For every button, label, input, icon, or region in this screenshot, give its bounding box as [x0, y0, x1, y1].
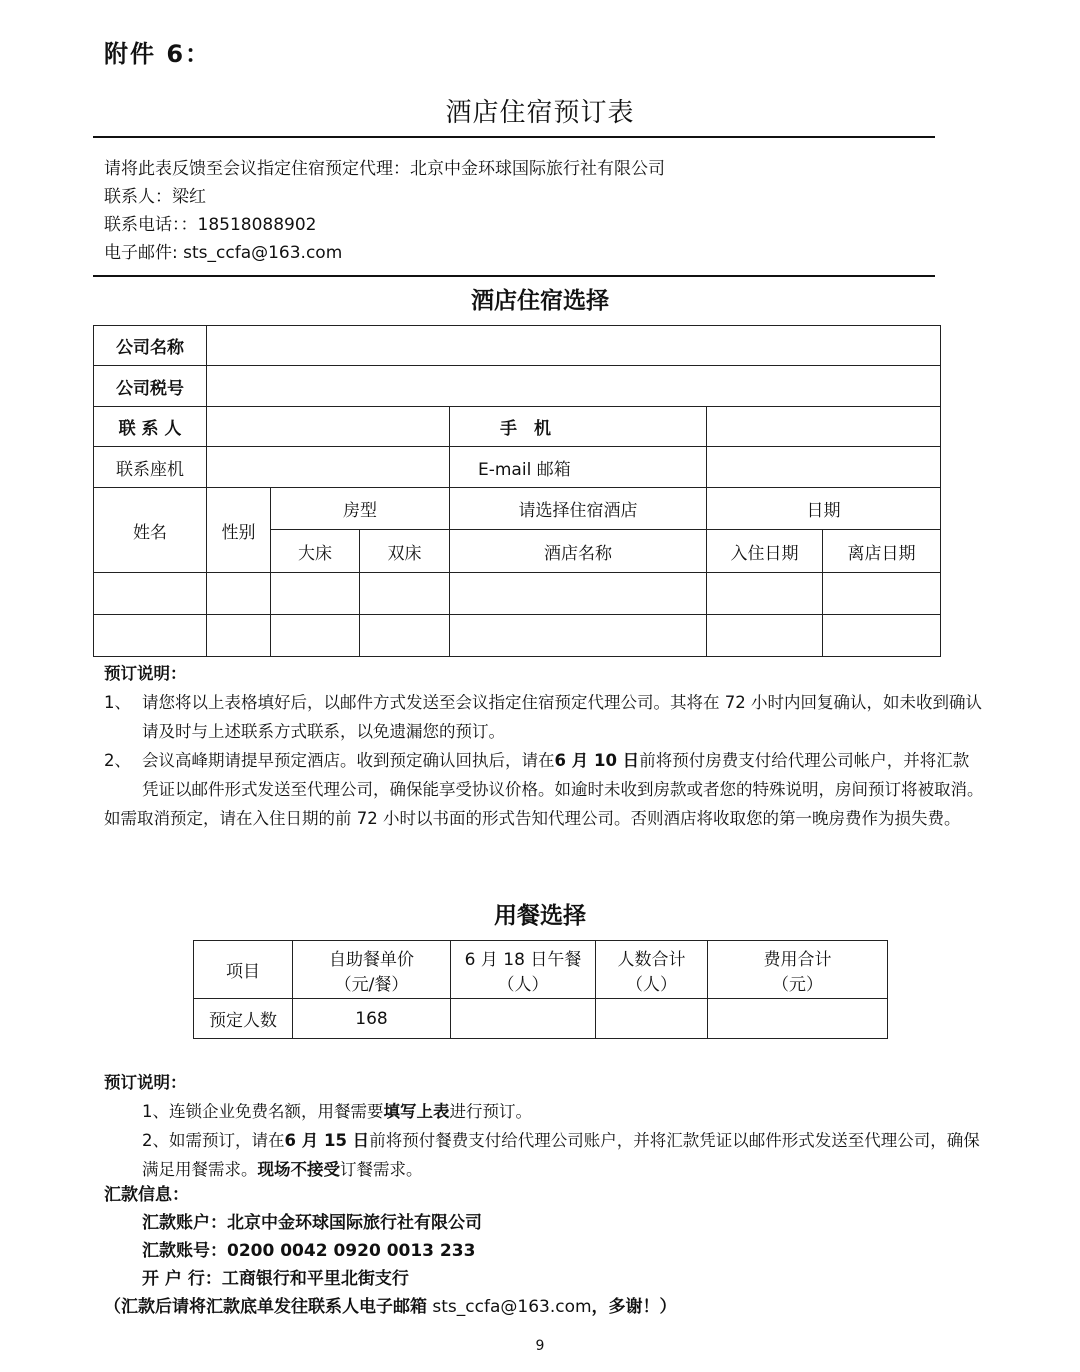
- remittance-info: [104, 1181, 677, 1321]
- lunch-header-unit: （人）: [497, 974, 549, 995]
- booking-notes-heading: 预订说明：: [104, 664, 187, 683]
- price-value: 168: [293, 999, 451, 1039]
- cell[interactable]: [360, 615, 450, 657]
- cell[interactable]: [207, 615, 271, 657]
- cancellation-note: 如需取消预定，请在入住日期的前 72 小时以书面的形式告知代理公司。否则酒店将收取您的第一晚房费作为损失费。: [104, 809, 961, 828]
- king-bed-header: 大床: [271, 530, 360, 573]
- bank-name: 开 户 行：工商银行和平里北街支行: [142, 1269, 409, 1289]
- page-title: 酒店住宿预订表: [445, 98, 635, 128]
- name-header: 姓名: [94, 488, 207, 573]
- hotel-booking-table: [93, 325, 941, 657]
- cell[interactable]: [94, 615, 207, 657]
- deadline: 6 月 10 日: [554, 751, 640, 770]
- info-divider: [93, 275, 935, 277]
- hotel-section-title: 酒店住宿选择: [471, 288, 609, 314]
- booking-note-1: [104, 688, 984, 746]
- reserved-count-label: 预定人数: [194, 999, 293, 1039]
- people-header-unit: （人）: [626, 974, 677, 995]
- cell[interactable]: [94, 573, 207, 615]
- contact-person: 联系人：梁红: [104, 187, 206, 207]
- meal-section-title: 用餐选择: [494, 903, 586, 929]
- note-number: 2、: [104, 751, 131, 770]
- date-header: 日期: [707, 488, 941, 530]
- note-number: 1、: [104, 693, 131, 712]
- cell[interactable]: [450, 573, 707, 615]
- people-header-line: 人数合计: [617, 949, 686, 970]
- agent-line: 请将此表反馈至会议指定住宿预定代理：北京中金环球国际旅行社有限公司: [104, 159, 665, 179]
- cell[interactable]: [450, 615, 707, 657]
- contact-email: 电子邮件: sts_ccfa@163.com: [104, 243, 343, 263]
- note-text: 进行预订。: [449, 1102, 532, 1121]
- price-header-line: 自助餐单价: [329, 949, 414, 970]
- cell[interactable]: [823, 573, 941, 615]
- emphasis: 填写上表: [383, 1102, 450, 1121]
- twin-bed-header: 双床: [360, 530, 450, 573]
- cell[interactable]: [707, 573, 823, 615]
- lunch-header-line: 6 月 18 日午餐: [464, 949, 582, 970]
- note-text: 前将预付餐费支付给代理公司账户，并将汇款凭证以邮件形式发送至代理公司，确保满足用餐需求。: [142, 1131, 980, 1179]
- room-type-header: 房型: [271, 488, 450, 530]
- footer-text: ，多谢！）: [591, 1297, 677, 1317]
- note-text: 前将预付房费支付给代理公司帐户，并将汇款凭证以邮件形式发送至代理公司，确保能享受协议价格。如逾时未收到房款或者您的特殊说明，房间预订将被取消。: [142, 751, 984, 799]
- contact-field[interactable]: [207, 407, 450, 447]
- mobile-field[interactable]: [707, 407, 941, 447]
- landline-label: 联系座机: [94, 447, 207, 488]
- hotel-name-header: 酒店名称: [450, 530, 707, 573]
- people-total-field[interactable]: [596, 999, 708, 1039]
- agent-info: [104, 155, 665, 267]
- tax-id-label: 公司税号: [94, 366, 207, 407]
- company-name-label: 公司名称: [94, 326, 207, 366]
- contact-phone: 联系电话：：18518088902: [104, 215, 317, 235]
- cell[interactable]: [207, 573, 271, 615]
- booking-note-2: [104, 746, 984, 804]
- lunch-header: [451, 941, 596, 999]
- meal-note-2: [104, 1126, 984, 1184]
- cost-header-unit: （元）: [772, 974, 823, 995]
- select-hotel-header: 请选择住宿酒店: [450, 488, 707, 530]
- price-header: [293, 941, 451, 999]
- email-field[interactable]: [707, 447, 941, 488]
- cell[interactable]: [271, 573, 360, 615]
- emphasis: 现场不接受: [257, 1160, 340, 1179]
- remittance-heading: 汇款信息：: [104, 1185, 189, 1205]
- title-divider: [93, 136, 935, 138]
- people-total-header: [596, 941, 708, 999]
- table-row: [94, 573, 941, 615]
- company-name-field[interactable]: [207, 326, 941, 366]
- contact-label: 联 系 人: [94, 407, 207, 447]
- table-row: [94, 615, 941, 657]
- cost-total-header: [708, 941, 888, 999]
- table-row: [194, 999, 888, 1039]
- cell[interactable]: [360, 573, 450, 615]
- note-text: 请您将以上表格填好后，以邮件方式发送至会议指定住宿预定代理公司。其将在 72 小时内回复确认，如未收到确认请及时与上述联系方式联系，以免遗漏您的预订。: [142, 693, 982, 741]
- remittance-footer: [104, 1293, 677, 1321]
- note-text: 会议高峰期请提早预定酒店。收到预定确认回执后，请在: [142, 751, 555, 770]
- booking-notes: [104, 659, 984, 833]
- page-number: 9: [535, 1338, 545, 1354]
- checkin-header: 入住日期: [707, 530, 823, 573]
- meal-notes-heading: 预订说明：: [104, 1073, 187, 1092]
- cost-header-line: 费用合计: [763, 949, 832, 970]
- account-name: 汇款账户：北京中金环球国际旅行社有限公司: [142, 1213, 482, 1233]
- item-header: 项目: [194, 941, 293, 999]
- checkout-header: 离店日期: [823, 530, 941, 573]
- footer-text: （汇款后请将汇款底单发往联系人电子邮箱: [104, 1297, 427, 1317]
- meal-booking-table: [193, 940, 888, 1039]
- cell[interactable]: [707, 615, 823, 657]
- price-header-unit: （元/餐）: [334, 974, 409, 995]
- account-number: 汇款账号：0200 0042 0920 0013 233: [142, 1241, 476, 1261]
- landline-field[interactable]: [207, 447, 450, 488]
- footer-email: sts_ccfa@163.com: [427, 1297, 592, 1317]
- email-label: E-mail 邮箱: [450, 447, 707, 488]
- lunch-count-field[interactable]: [451, 999, 596, 1039]
- cell[interactable]: [823, 615, 941, 657]
- note-text: 订餐需求。: [340, 1160, 423, 1179]
- attachment-label: 附件 6：: [104, 40, 212, 68]
- tax-id-field[interactable]: [207, 366, 941, 407]
- deadline: 6 月 15 日: [284, 1131, 370, 1150]
- note-text: 2、如需预订，请在: [142, 1131, 285, 1150]
- mobile-label: 手 机: [450, 407, 707, 447]
- cost-total-field[interactable]: [708, 999, 888, 1039]
- cell[interactable]: [271, 615, 360, 657]
- meal-note-1: [104, 1097, 984, 1126]
- note-text: 1、连锁企业免费名额，用餐需要: [142, 1102, 384, 1121]
- meal-notes: [104, 1068, 984, 1184]
- gender-header: 性别: [207, 488, 271, 573]
